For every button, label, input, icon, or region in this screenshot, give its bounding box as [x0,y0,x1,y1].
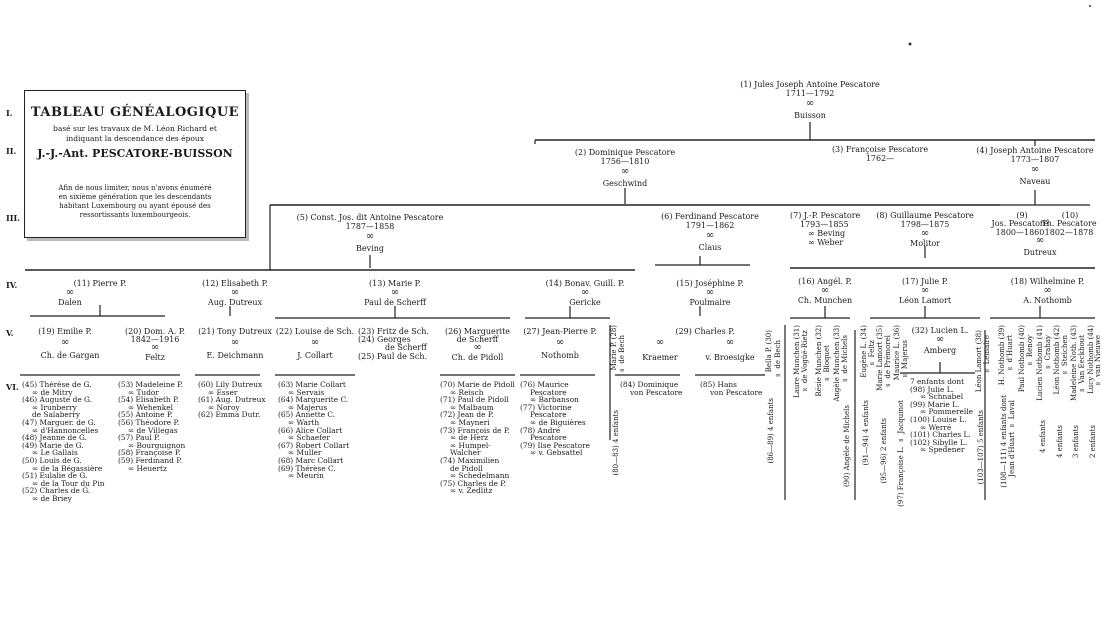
marriage-symbol: ∞ [65,287,75,298]
gen6-column [22,381,104,503]
person-1-dates: 1711—1792 [785,89,835,98]
vertical-label: Résie Munchen (32) [815,325,823,397]
gen6-entry: (99) Marie L. [910,399,960,409]
person-2-dates: 1756—1810 [600,157,650,166]
vertical-label: 4 enfants [1039,420,1047,454]
gen6-column [700,381,762,396]
person-26-spouse: Ch. de Pidoll [451,353,504,362]
vertical-label: (103—107) 5 enfants [977,410,985,485]
marriage-symbol: ∞ [805,98,815,109]
vertical-label: Léon Lamort (38) [975,330,983,393]
vertical-label: Marie Lamort (35) [876,325,884,391]
person-13: (13) Marie P. [369,279,421,288]
person-16: (16) Angél. P. [798,277,852,286]
gen6-entry: ∞ Servais [288,387,325,397]
gen6-entry: (63) Marie Collart [278,380,346,389]
vertical-label: (95—96) 2 enfants [880,418,888,484]
marriage-symbol: ∞ [390,287,400,298]
person-17-spouse: Léon Lamort [898,296,952,305]
gen-label: VI. [6,382,19,392]
vertical-label: Bella P. (30) [765,330,773,373]
person-29-spouse: v. Broesigke [705,353,755,362]
marriage-symbol: ∞ [580,287,590,298]
gen6-entry: 7 enfants dont [910,377,965,386]
marriage-symbol: ∞ [555,337,565,348]
person-15-spouse: Poulmaire [689,298,731,307]
gen6-entry: (79) Ilse Pescatore [520,440,590,450]
person-3: (3) Françoise Pescatore [831,145,929,154]
vertical-label: 4 enfants [1056,425,1064,459]
gen-label: I. [6,108,13,118]
gen6-entry: von Pescatore [630,387,683,397]
gen6-entry: Pescatore [530,433,567,443]
vertical-label: (80—83) 4 enfants [612,410,620,476]
gen-label: II. [6,146,17,156]
vertical-label: ∞ Renoy [1026,335,1034,368]
person-2: (2) Dominique Pescatore [574,148,676,157]
gen6-entry: (71) Paul de Pidoll [440,395,509,405]
gen6-entry: ∞ Le Gallais [32,448,78,458]
vertical-label: ∞ de Prémorel [884,335,892,389]
marriage-symbol: ∞ [230,287,240,298]
person-4-dates: 1773—1807 [1010,155,1060,164]
gen6-entry: Pescatore [530,410,567,420]
gen6-entry: Walcher [450,448,481,458]
couple-name: J.-J.-Ant. PESCATORE-BUISSON [37,147,233,160]
gen6-entry: (49) Marie de G. [22,440,84,450]
note-line1: Afin de nous limiter, nous n'avons énuméré [58,184,212,192]
person-20-dates: 1842—1916 [130,335,180,344]
gen6-entry: ∞ Majerus [288,402,328,412]
gen6-entry: (62) Emma Dutr. [198,410,261,420]
vertical-label: 3 enfants [1072,425,1080,459]
vertical-label: Maurice L. (36) [893,325,901,381]
marriage-symbol: ∞ [620,166,630,177]
person-4-spouse: Naveau [1019,177,1051,186]
person-5-spouse: Beving [356,244,384,253]
gen6-entry: ∞ Heuertz [128,463,167,473]
gen6-entry: (102) Sibylle L. [910,437,968,447]
person-32-spouse: Amberg [923,346,957,355]
gen6-entry: ∞ Schnabel [920,392,964,402]
person-26: (26) Marguerite [444,327,511,336]
vertical-label: (90) Angèle de Michels [843,405,851,488]
gen6-entry: (53) Madeleine P. [118,380,184,389]
marriage-symbol: ∞ [1043,285,1052,296]
person-7: (7) J.-P. Pescatore [790,211,861,220]
gen6-entry: (69) Thérèse C. [278,463,336,473]
gen6-entry: ∞ de Herz [450,433,489,443]
person-8-dates: 1798—1875 [900,220,950,229]
person-32: (32) Lucien L. [911,326,969,335]
gen6-entry: (46) Auguste de G. [22,395,93,405]
gen6-entry: (55) Antoine P. [118,410,173,420]
vertical-label: H. Nothomb (39) [998,325,1006,386]
person-11-spouse: Dalen [58,298,82,307]
gen6-entry: (51) Eulalie de G. [22,471,88,481]
person-14-spouse: Gericke [569,298,601,307]
marriage-symbol: ∞ [150,342,160,353]
person-6-spouse: Claus [698,243,722,252]
vertical-label: (91—94) 4 enfants [862,400,870,466]
gen6-entry: ∞ de la Tour du Pin [32,478,105,488]
vertical-label: (86—89) 4 enfants [767,398,775,464]
gen6-entry: (75) Charles de P. [440,478,507,488]
gen6-entry: de Salaberry [32,410,81,420]
gen6-entry: ∞ Muller [288,448,322,458]
person-15: (15) Joséphine P. [676,279,744,288]
person-9-name: Jos. Pescatore [991,219,1049,228]
gen6-entry: (70) Marie de Pidoll [440,380,515,389]
gen6-entry: ∞ de Villegas [128,425,178,435]
person-2-spouse: Geschwind [602,179,648,188]
person-5: (5) Const. Jos. dit Antoine Pescatore [296,213,444,222]
gen6-entry: (74) Maximilien [440,455,500,465]
vertical-label: Marie P. (28) [610,325,618,371]
gen6-entry: ∞ de Biguières [530,417,586,427]
vertical-label: ∞ de Bech [618,335,626,374]
person-6: (6) Ferdinand Pescatore [661,212,759,221]
person-5-dates: 1787—1858 [345,222,395,231]
person-18: (18) Wilhelmine P. [1010,277,1085,286]
gen6-entry: (50) Louis de G. [22,455,82,465]
gen6-entry: ∞ v. Gebsattel [530,448,583,458]
vertical-label: (97) Françoise L. ∞ Jacquinot [897,400,905,507]
gen6-entry: ∞ Werré [920,422,952,432]
gen6-entry: ∞ Spedener [920,445,965,455]
gen-label: V. [6,328,14,338]
subtitle-line2: indiquant la descendance des époux [66,134,204,143]
gen6-entry: (78) André [520,425,561,435]
gen6-entry: (59) Ferdinand P. [118,455,183,465]
vertical-label: ∞ Crahay [1044,335,1052,371]
person-9-spouse: Dutreux [1023,248,1057,257]
person-16-spouse: Ch. Munchen [797,296,853,305]
person-3-dates: 1762— [865,154,895,163]
gen6-entry: ∞ Malbaum [450,402,494,412]
gen6-entry: ∞ v. Zedlitz [450,486,493,496]
gen6-entry: (52) Charles de G. [22,486,91,496]
gen6-entry: ∞ Esser [208,387,238,397]
gen6-entry: (66) Alice Collart [278,425,343,435]
marriage-symbol: ∞ [820,285,830,296]
person-4: (4) Joseph Antoine Pescatore [976,146,1094,155]
person-25: (25) Paul de Sch. [358,352,428,361]
person-7-dates: 1793—1855 [800,220,849,229]
gen6-entry: (61) Aug. Dutreux [198,395,266,405]
person-24: (24) Georges [358,335,411,344]
marriage-symbol: ∞ [473,342,482,353]
person-22-spouse: J. Collart [297,351,333,360]
subtitle-line1: basé sur les travaux de M. Léon Richard et [53,124,217,133]
person-23: (23) Fritz de Sch. [358,327,429,336]
vertical-label: ∞ Feltz [868,340,876,368]
gen6-entry: ∞ Reisch [450,387,484,397]
vertical-label: ∞ van Nieuwe [1094,335,1102,388]
person-19-spouse: Ch. de Gargan [40,351,100,360]
marriage-symbol: ∞ [935,334,945,345]
gen6-column [910,378,973,454]
person-21-spouse: E. Deichmann [206,351,264,360]
person-20-spouse: Feltz [145,353,165,362]
person-10-name: Th. Pescatore [1041,219,1097,228]
marriage-symbol: ∞ [1035,235,1045,246]
gen6-entry: (84) Dominique [620,380,679,389]
gen6-entry: ∞ Meurin [288,471,324,481]
gen6-entry: (65) Annette C. [278,410,336,420]
person-14: (14) Bonav. Guill. P. [545,279,625,288]
person-1: (1) Jules Joseph Antoine Pescatore [740,80,880,89]
gen6-entry: ∞ Schaefer [288,433,330,443]
vertical-label: Lucy Nothomb (44) [1087,325,1095,394]
gen6-entry: ∞ Humpel- [450,440,491,450]
gen6-entry: Pescatore [530,387,567,397]
gen6-entry: (68) Marc Collart [278,455,344,465]
marriage-symbol: ∞ [1030,164,1040,175]
vertical-label: Jean d'Huart ∞ Laval [1008,400,1016,477]
gen-label: IV. [6,280,18,290]
gen6-column [520,381,590,457]
marriage-symbol: ∞ [655,337,665,348]
gen6-entry: (72) Jean de P. [440,410,494,420]
person-13-spouse: Paul de Scherff [364,298,426,307]
person-12-spouse: Aug. Dutreux [207,298,263,307]
gen6-column [440,381,515,495]
person-27: (27) Jean-Pierre P. [523,327,597,336]
gen6-entry: (67) Robert Collart [278,440,350,450]
person-26-name: de Scherff [456,335,499,344]
gen6-entry: (58) Françoise P. [118,448,181,458]
vertical-label: Laure Munchen (31) [793,325,801,398]
marriage-symbol: ∞ [920,228,930,239]
person-12: (12) Elisabeth P. [202,279,268,288]
gen6-entry: ∞ de Mitry [32,387,73,397]
person-21: (21) Tony Dutreux [198,327,272,336]
gen6-entry: de Pidoll [450,463,483,473]
gen6-entry: (54) Elisabeth P. [118,395,179,405]
vertical-label: Eugène L. (34) [860,325,868,378]
gen6-entry: (77) Victorine [520,402,572,412]
person-7-spouse: ∞ Weber [808,238,844,247]
vertical-label: Lucien Nothomb (41) [1036,325,1044,401]
vertical-label: Léon Nothomb (42) [1053,325,1061,395]
gen6-entry: (73) François de P. [440,425,510,435]
vertical-label: Paul Nothomb (40) [1018,325,1026,393]
gen6-column [118,381,185,472]
gen6-entry: (100) Louise L. [910,414,967,424]
gen6-entry: ∞ d'Hannoncelles [32,425,99,435]
gen6-entry: (85) Hans [700,380,737,389]
vertical-label: 2 enfants [1089,425,1097,459]
gen6-entry: ∞ Wehenkel [128,402,173,412]
person-10: (10) [1061,211,1079,220]
gen6-entry: ∞ de la Bégassière [32,463,103,473]
note-line2: en sixième génération que les descendants [58,193,212,201]
note-line3: habitant Luxembourg ou ayant épousé des [59,202,211,210]
gen6-entry: (60) Lily Dutreux [198,380,263,389]
gen6-entry: (101) Charles L. [910,430,971,440]
gen6-column [620,381,682,396]
gen6-column [198,381,266,419]
person-11: (11) Pierre P. [73,279,127,288]
gen6-entry: ∞ Irunberry [32,402,77,412]
vertical-label: ∞ Majerus [901,340,909,380]
vertical-label: ∞ de Vogüé-Rietz [801,330,809,394]
gen6-entry: (45) Thérèse de G. [22,380,92,389]
gen6-entry: ∞ Barbanson [530,395,579,405]
person-27-spouse: Nothomb [541,351,579,360]
gen6-entry: von Pescatore [710,387,763,397]
vertical-label: ∞ de Bech [774,340,782,379]
gen-label: III. [6,213,21,223]
vertical-label: ∞ Lemaire [983,335,991,375]
gen6-entry: ∞ Tudor [128,387,159,397]
vertical-label: ∞ de Michels [841,335,849,384]
person-17: (17) Julie P. [901,277,949,286]
gen6-entry: (64) Marguerite C. [278,395,349,405]
vertical-label: (108—111) 4 enfants dont [1000,395,1008,488]
note-line4: ressortissants luxembourgeois. [79,211,191,219]
gen6-entry: ∞ Warth [288,417,320,427]
gen6-entry: (56) Théodore P. [118,417,180,427]
title: TABLEAU GÉNÉALOGIQUE [30,105,240,120]
person-10-dates: 1802—1878 [1044,228,1094,237]
gen6-column [278,381,349,480]
vertical-label: ∞ Bloquet [823,345,831,383]
gen6-entry: ∞ de Briey [32,493,72,503]
gen6-entry: ∞ Mayneri [450,417,490,427]
vertical-label: ∞ Van Eeckhout [1078,335,1086,395]
person-8-spouse: Molitor [910,239,940,248]
gen6-entry: ∞ Noroy [208,402,240,412]
gen6-entry: ∞ Bourguignon [128,440,186,450]
gen6-entry: (57) Paul P. [118,433,160,443]
person-7-spouse: ∞ Beving [808,229,846,238]
person-29-spouse: Kraemer [642,353,678,362]
marriage-symbol: ∞ [705,287,715,298]
person-20: (20) Dom. A. P. [124,327,186,336]
marriage-symbol: ∞ [230,337,240,348]
person-19: (19) Emilie P. [38,327,92,336]
person-8: (8) Guillaume Pescatore [876,211,974,220]
person-9: (9) [1016,211,1028,220]
vertical-label: ∞ d'Huart [1006,335,1014,373]
title-box [24,90,246,238]
vertical-label: ∞ Steichen [1061,335,1069,377]
marriage-symbol: ∞ [920,285,930,296]
gen6-entry: (48) Jeanne de G. [22,433,87,443]
person-24-name: de Scherff [385,343,427,352]
gen6-entry: ∞ Schedelmann [450,471,510,481]
person-1-spouse: Buisson [794,111,826,120]
gen6-entry: (98) Julie L. [910,384,954,394]
person-22: (22) Louise de Sch. [275,327,355,336]
person-9-dates: 1800—1860 [995,228,1045,237]
person-29: (29) Charles P. [675,327,735,336]
gen6-entry: (76) Maurice [520,380,569,389]
gen6-entry: (47) Marguer. de G. [22,417,96,427]
marriage-symbol: ∞ [310,337,320,348]
vertical-label: Madeleine Noth. (43) [1070,325,1078,401]
marriage-symbol: ∞ [705,230,715,241]
person-6-dates: 1791—1862 [685,221,735,230]
marriage-symbol: ∞ [365,231,375,242]
person-18-spouse: A. Nothomb [1023,296,1072,305]
marriage-symbol: ∞ [60,337,70,348]
gen6-entry: ∞ Pommerelle [920,407,974,417]
marriage-symbol: ∞ [725,337,735,348]
vertical-label: Angèle Munchen (33) [833,325,841,402]
